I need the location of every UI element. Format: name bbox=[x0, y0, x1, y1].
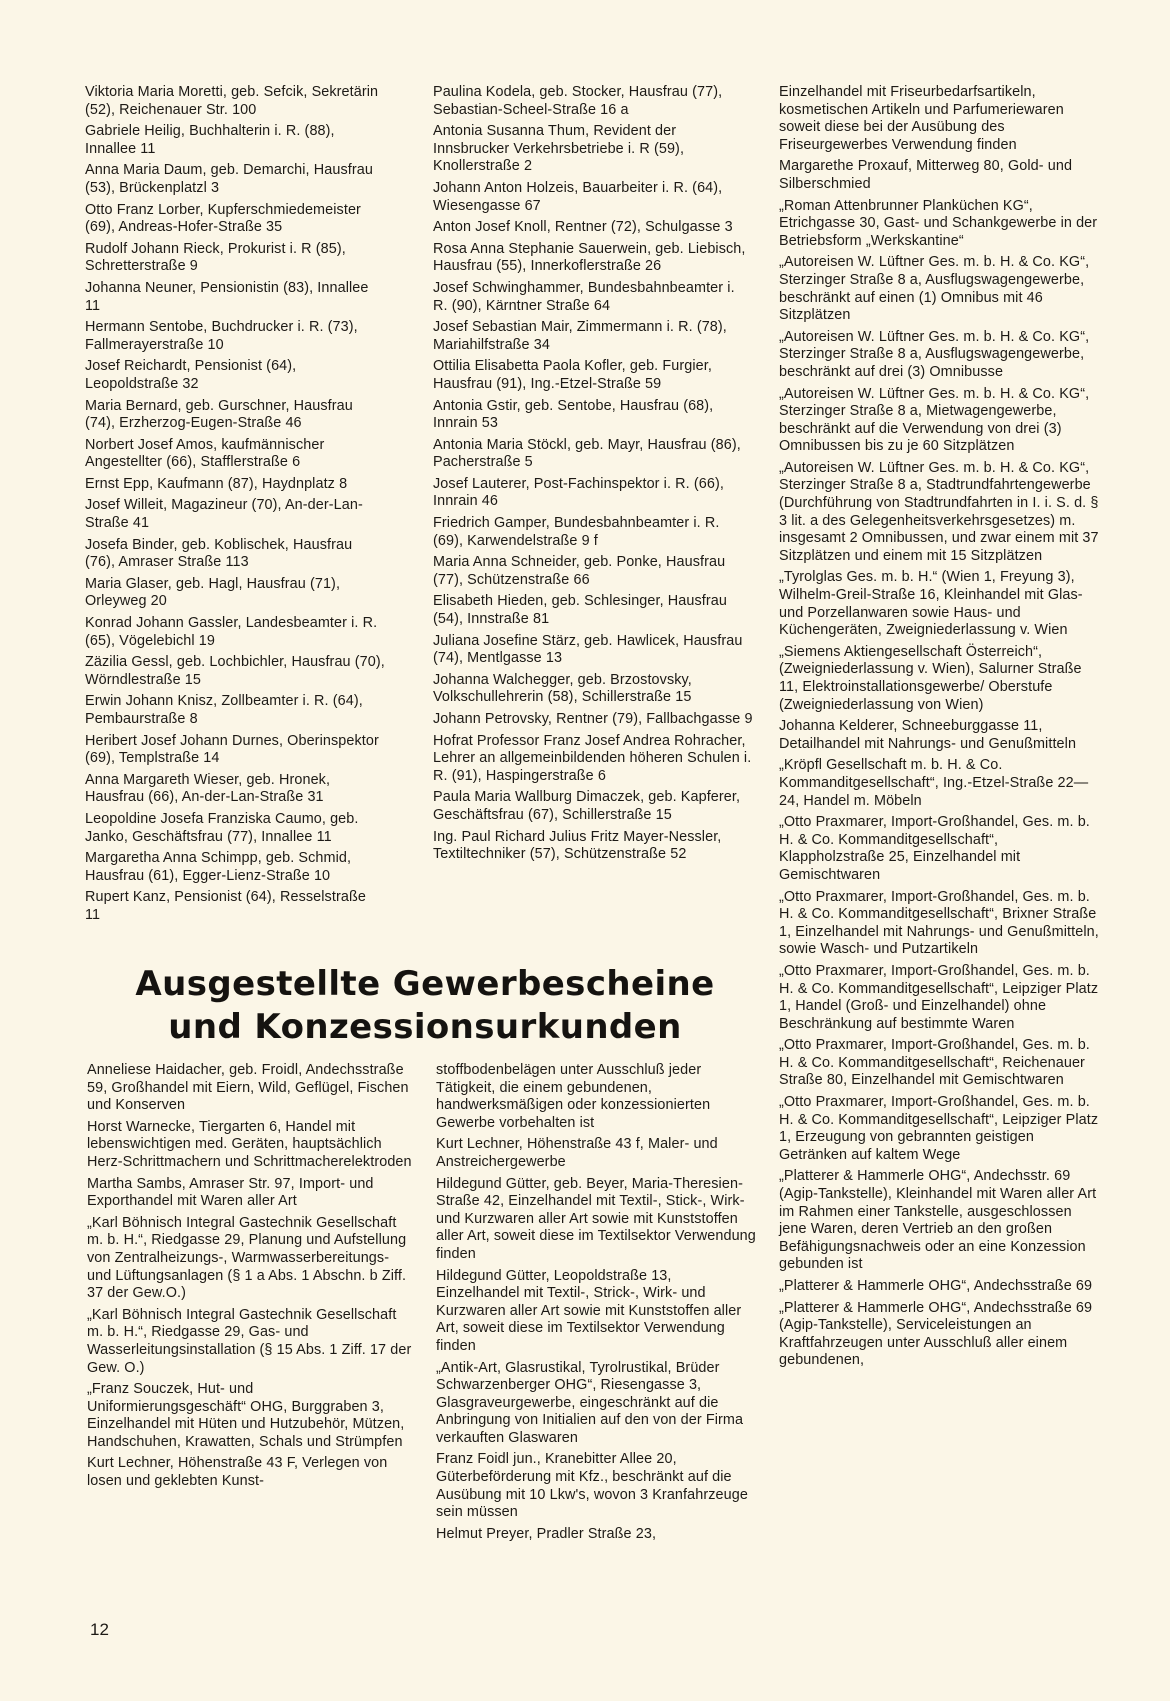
obituary-entry: Friedrich Gamper, Bundesbahnbeamter i. R. (69), Karwendelstraße 9 f bbox=[433, 515, 720, 549]
license-entry: Franz Foidl jun., Kranebitter Allee 20, Güterbeförderung mit Kfz., beschränkt auf die Ausübung mit 10 Lkw's, wovon 3 Kranfahrzeuge sein müssen bbox=[436, 1451, 748, 1521]
license-entry: stoffbodenbelägen unter Ausschluß jeder Tätigkeit, die einem gebundenen, handwerksmäßigen oder konzessionierten Gewerbe vorbehalten ist bbox=[436, 1062, 711, 1131]
license-entry: „Autoreisen W. Lüftner Ges. m. b. H. & Co. KG“, Sterzinger Straße 8 a, Ausflugswagengewerbe, beschränkt auf einen (1) Omnibus mit 46 Sitzplätzen bbox=[779, 254, 1090, 324]
license-entry: Hildegund Gütter, geb. Beyer, Maria-Theresien-Straße 42, Einzelhandel mit Textil-, Stick-, Wirk- und Kurzwaren aller Art sowie mit Kunststoffen aller Art, soweit diese im Textilsektor Verwendung finden bbox=[436, 1175, 756, 1262]
obituary-entry: Antonia Gstir, geb. Sentobe, Hausfrau (68), Innrain 53 bbox=[433, 397, 714, 432]
license-entry: Kurt Lechner, Höhenstraße 43 f, Maler- und Anstreichergewerbe bbox=[436, 1136, 718, 1170]
license-entry: „Karl Böhnisch Integral Gastechnik Gesellschaft m. b. H.“, Riedgasse 29, Planung und Aufstellung von Zentralheizungs-, Warmwasserbereitungs- und Lüftungsanlagen (§ 1 a Abs. 1 Abschn. b Ziff. 37 der Gew.O.) bbox=[87, 1214, 407, 1302]
obituary-entry: Antonia Susanna Thum, Revident der Innsbrucker Verkehrsbetriebe i. R (59), Knollerstraße 2 bbox=[433, 123, 685, 175]
obituary-entry: Gabriele Heilig, Buchhalterin i. R. (88), Innallee 11 bbox=[85, 123, 335, 157]
license-entry: Kurt Lechner, Höhenstraße 43 F, Verlegen von losen und geklebten Kunst- bbox=[87, 1455, 388, 1490]
license-entry: „Otto Praxmarer, Import-Großhandel, Ges. m. b. H. & Co. Kommanditgesellschaft“, Leipziger Platz 1, Erzeugung von gebrannten geistigen Getränken auf kaltem Wege bbox=[779, 1094, 1099, 1163]
license-entry: „Tyrolglas Ges. m. b. H.“ (Wien 1, Freyung 3), Wilhelm-Greil-Straße 16, Kleinhandel mit Glas- und Porzellanwaren sowie Haus- und Küchengeräten, Zweigniederlassung v. Wien bbox=[779, 569, 1083, 639]
obituary-column-2 bbox=[433, 84, 753, 864]
obituary-entry: Josef Willeit, Magazineur (70), An-der-Lan-Straße 41 bbox=[85, 497, 363, 532]
obituary-entry: Paulina Kodela, geb. Stocker, Hausfrau (77), Sebastian-Scheel-Straße 16 a bbox=[433, 84, 723, 118]
license-entry: „Siemens Aktiengesellschaft Österreich“, (Zweigniederlassung v. Wien), Salurner Straße 11, Elektroinstallationsgewerbe/ Oberstufe (Zweigniederlassung von Wien) bbox=[779, 643, 1082, 713]
heading-line-1: Ausgestellte Gewerbescheine bbox=[135, 964, 715, 1004]
license-entry: „Antik-Art, Glasrustikal, Tyrolrustikal, Brüder Schwarzenberger OHG“, Riesengasse 3, Glasgraveurgewerbe, eingeschränkt auf die Anbringung von Initialien auf den von der Firma verkauften Glaswaren bbox=[436, 1359, 744, 1446]
obituary-entry: Heribert Josef Johann Durnes, Oberinspektor (69), Templstraße 14 bbox=[85, 732, 379, 767]
obituary-entry: Rupert Kanz, Pensionist (64), Resselstraße 11 bbox=[85, 889, 366, 923]
license-entry: „Kröpfl Gesellschaft m. b. H. & Co. Kommanditgesellschaft“, Ing.-Etzel-Straße 22—24, Handel m. Möbeln bbox=[779, 757, 1089, 809]
obituary-entry: Margaretha Anna Schimpp, geb. Schmid, Hausfrau (61), Egger-Lienz-Straße 10 bbox=[85, 850, 352, 884]
license-entry: „Roman Attenbrunner Planküchen KG“, Etrichgasse 30, Gast- und Schankgewerbe in der Betriebsform „Werkskantine“ bbox=[779, 197, 1098, 249]
license-entry: „Autoreisen W. Lüftner Ges. m. b. H. & Co. KG“, Sterzinger Straße 8 a, Ausflugswagengewerbe, beschränkt auf drei (3) Omnibusse bbox=[779, 328, 1090, 380]
license-entry: „Autoreisen W. Lüftner Ges. m. b. H. & Co. KG“, Sterzinger Straße 8 a, Stadtrundfahrtengewerbe (Durchführung von Stadtrundfahrten in I. i. S. d. § 3 lit. a des Gelegenheitsverkehrsgesetzes) m. insgesamt 2 Omnibussen, und zwar einem mit 37 Sitzplätzen und einem mit 15 Sitzplätzen bbox=[779, 459, 1099, 564]
license-entry: „Platterer & Hammerle OHG“, Andechsstr. 69 (Agip-Tankstelle), Kleinhandel mit Waren aller Art im Rahmen einer Tankstelle, ausgeschlossen jene Waren, deren Vertrieb an den großen Befähigungsnachweis oder an eine Konzession gebunden ist bbox=[779, 1168, 1097, 1273]
obituary-entry: Josefa Binder, geb. Koblischek, Hausfrau (76), Amraser Straße 113 bbox=[85, 536, 353, 571]
license-entry: „Autoreisen W. Lüftner Ges. m. b. H. & Co. KG“, Sterzinger Straße 8 a, Mietwagengewerbe, beschränkt auf die Verwendung von drei (3) Omnibussen bis zu je 60 Sitzplätzen bbox=[779, 385, 1090, 455]
obituary-entry: Johanna Neuner, Pensionistin (83), Innallee 11 bbox=[85, 279, 369, 314]
license-entry: „Karl Böhnisch Integral Gastechnik Gesellschaft m. b. H.“, Riedgasse 29, Gas- und Wasserleitungsinstallation (§ 15 Abs. 1 Ziff. 17 der Gew. O.) bbox=[87, 1306, 412, 1376]
license-entry: Einzelhandel mit Friseurbedarfsartikeln, kosmetischen Artikeln und Parfumeriewaren soweit diese bei der Ausübung des Friseurgewerbes Verwendung finden bbox=[779, 84, 1064, 153]
obituary-entry: Maria Bernard, geb. Gurschner, Hausfrau (74), Erzherzog-Eugen-Straße 46 bbox=[85, 397, 353, 432]
license-entry: „Platterer & Hammerle OHG“, Andechsstraße 69 bbox=[779, 1278, 1093, 1294]
obituary-entry: Ing. Paul Richard Julius Fritz Mayer-Nessler, Textiltechniker (57), Schützenstraße 52 bbox=[433, 828, 722, 863]
license-entry: Martha Sambs, Amraser Str. 97, Import- und Exporthandel mit Waren aller Art bbox=[87, 1175, 374, 1210]
obituary-entry: Anna Maria Daum, geb. Demarchi, Hausfrau (53), Brückenplatzl 3 bbox=[85, 162, 373, 196]
obituary-entry: Leopoldine Josefa Franziska Caumo, geb. Janko, Geschäftsfrau (77), Innallee 11 bbox=[85, 810, 359, 845]
license-entry: Hildegund Gütter, Leopoldstraße 13, Einzelhandel mit Textil-, Strick-, Wirk- und Kurzwaren aller Art sowie mit Kunststoffen aller Art, soweit diese im Textilsektor Verwendung finden bbox=[436, 1267, 742, 1354]
license-entry: Horst Warnecke, Tiergarten 6, Handel mit lebenswichtigen med. Geräten, hauptsächlich Herz-Schrittmachern und Schrittmacherelektroden bbox=[87, 1118, 412, 1170]
license-column-1 bbox=[87, 1062, 414, 1491]
license-entry: Helmut Preyer, Pradler Straße 23, bbox=[436, 1525, 657, 1542]
obituary-entry: Josef Reichardt, Pensionist (64), Leopoldstraße 32 bbox=[85, 358, 297, 392]
obituary-entry: Maria Anna Schneider, geb. Ponke, Hausfrau (77), Schützenstraße 66 bbox=[433, 554, 726, 588]
obituary-entry: Anton Josef Knoll, Rentner (72), Schulgasse 3 bbox=[433, 219, 733, 236]
obituary-entry: Juliana Josefine Stärz, geb. Hawlicek, Hausfrau (74), Mentlgasse 13 bbox=[433, 632, 743, 667]
obituary-entry: Johann Petrovsky, Rentner (79), Fallbachgasse 9 bbox=[433, 711, 753, 727]
obituary-entry: Ernst Epp, Kaufmann (87), Haydnplatz 8 bbox=[85, 475, 348, 492]
obituary-entry: Rosa Anna Stephanie Sauerwein, geb. Liebisch, Hausfrau (55), Innerkoflerstraße 26 bbox=[433, 240, 746, 275]
obituary-entry: Anna Margareth Wieser, geb. Hronek, Hausfrau (66), An-der-Lan-Straße 31 bbox=[85, 771, 331, 806]
obituary-entry: Josef Sebastian Mair, Zimmermann i. R. (78), Mariahilfstraße 34 bbox=[433, 319, 727, 353]
license-entry: „Franz Souczek, Hut- und Uniformierungsgeschäft“ OHG, Burggraben 3, Einzelhandel mit Hüten und Hutzubehör, Mützen, Handschuhen, Krawatten, Schals und Strümpfen bbox=[87, 1381, 405, 1450]
obituary-entry: Erwin Johann Knisz, Zollbeamter i. R. (64), Pembaurstraße 8 bbox=[85, 693, 363, 727]
obituary-entry: Ottilia Elisabetta Paola Kofler, geb. Furgier, Hausfrau (91), Ing.-Etzel-Straße 59 bbox=[433, 358, 712, 392]
license-entry: „Otto Praxmarer, Import-Großhandel, Ges. m. b. H. & Co. Kommanditgesellschaft“, Reichenauer Straße 80, Einzelhandel mit Gemischtwaren bbox=[779, 1037, 1090, 1089]
obituary-entry: Hofrat Professor Franz Josef Andrea Rohracher, Lehrer an allgemeinbildenden höheren Schulen i. R. (91), Haspingerstraße 6 bbox=[433, 732, 752, 784]
obituary-entry: Johann Anton Holzeis, Bauarbeiter i. R. (64), Wiesengasse 67 bbox=[433, 179, 723, 214]
obituary-entry: Josef Schwinghammer, Bundesbahnbeamter i. R. (90), Kärntner Straße 64 bbox=[433, 279, 735, 314]
obituary-entry: Norbert Josef Amos, kaufmännischer Angestellter (66), Stafflerstraße 6 bbox=[85, 436, 325, 471]
license-column-2 bbox=[436, 1062, 759, 1543]
obituary-entry: Zäzilia Gessl, geb. Lochbichler, Hausfrau (70), Wörndlestraße 15 bbox=[85, 654, 385, 688]
license-entry: „Otto Praxmarer, Import-Großhandel, Ges. m. b. H. & Co. Kommanditgesellschaft“, Klappholzstraße 25, Einzelhandel mit Gemischtwaren bbox=[779, 814, 1090, 883]
license-column-3 bbox=[779, 84, 1099, 1370]
obituary-entry: Paula Maria Wallburg Dimaczek, geb. Kapferer, Geschäftsfrau (67), Schillerstraße 15 bbox=[433, 789, 741, 823]
license-entry: „Otto Praxmarer, Import-Großhandel, Ges. m. b. H. & Co. Kommanditgesellschaft“, Brixner Straße 1, Einzelhandel mit Nahrungs- und Genußmitteln, sowie Wasch- und Putzartikeln bbox=[779, 888, 1099, 958]
obituary-entry: Hermann Sentobe, Buchdrucker i. R. (73), Fallmerayerstraße 10 bbox=[85, 319, 358, 353]
page-number: 12 bbox=[90, 1620, 109, 1639]
section-heading bbox=[0, 963, 850, 1049]
license-entry: Johanna Kelderer, Schneeburggasse 11, Detailhandel mit Nahrungs- und Genußmitteln bbox=[779, 718, 1077, 752]
obituary-entry: Josef Lauterer, Post-Fachinspektor i. R. (66), Innrain 46 bbox=[433, 475, 724, 510]
license-entry: „Platterer & Hammerle OHG“, Andechsstraße 69 (Agip-Tankstelle), Serviceleistungen an Kraftfahrzeugen unter Ausschluß aller einem gebundenen, bbox=[779, 1299, 1093, 1369]
obituary-entry: Rudolf Johann Rieck, Prokurist i. R (85), Schretterstraße 9 bbox=[85, 240, 346, 275]
obituary-column-1 bbox=[85, 84, 385, 925]
heading-line-2: und Konzessionsurkunden bbox=[168, 1007, 682, 1047]
license-entry: Margarethe Proxauf, Mitterweg 80, Gold- und Silberschmied bbox=[779, 158, 1073, 192]
license-entry: „Otto Praxmarer, Import-Großhandel, Ges. m. b. H. & Co. Kommanditgesellschaft“, Leipziger Platz 1, Handel (Groß- und Einzelhandel) ohne Beschränkung auf bestimmte Waren bbox=[779, 962, 1099, 1032]
license-entry: Anneliese Haidacher, geb. Froidl, Andechsstraße 59, Großhandel mit Eiern, Wild, Geflügel, Fischen und Konserven bbox=[87, 1062, 409, 1114]
obituary-entry: Viktoria Maria Moretti, geb. Sefcik, Sekretärin (52), Reichenauer Str. 100 bbox=[85, 84, 379, 118]
obituary-entry: Maria Glaser, geb. Hagl, Hausfrau (71), Orleyweg 20 bbox=[85, 575, 341, 610]
obituary-entry: Antonia Maria Stöckl, geb. Mayr, Hausfrau (86), Pacherstraße 5 bbox=[433, 436, 741, 471]
obituary-entry: Elisabeth Hieden, geb. Schlesinger, Hausfrau (54), Innstraße 81 bbox=[433, 593, 727, 628]
obituary-entry: Konrad Johann Gassler, Landesbeamter i. R. (65), Vögelebichl 19 bbox=[85, 615, 378, 649]
obituary-entry: Johanna Walchegger, geb. Brzostovsky, Volkschullehrerin (58), Schillerstraße 15 bbox=[433, 671, 692, 706]
obituary-entry: Otto Franz Lorber, Kupferschmiedemeister (69), Andreas-Hofer-Straße 35 bbox=[85, 201, 361, 236]
